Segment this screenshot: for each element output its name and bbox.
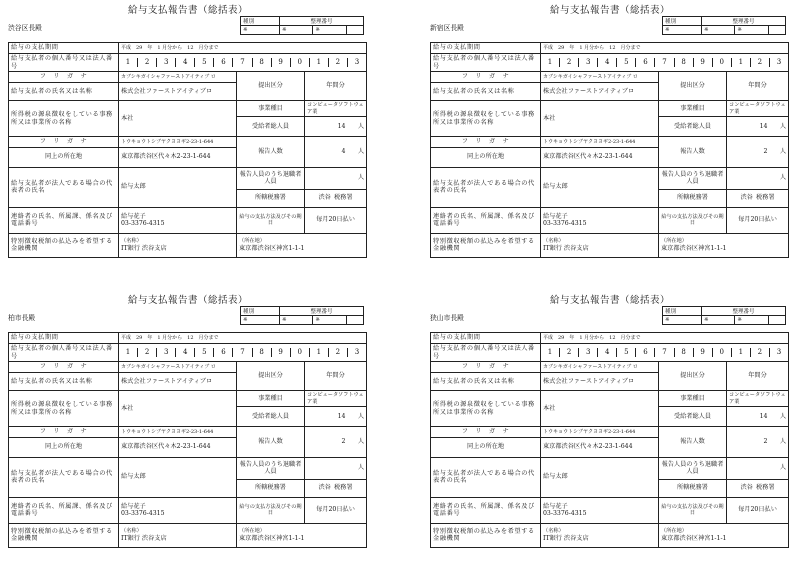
location-label: 同上の所在地: [431, 147, 541, 167]
corp-number-digit: 3: [776, 58, 782, 67]
retired-label: 報告人員のうち退職者人員: [237, 167, 305, 189]
corp-number-digit: 2: [751, 348, 770, 357]
representative-label: 給与支払者が法人である場合の代表者の氏名: [431, 457, 541, 497]
bank-address: 東京都渋谷区神宮1-1-1: [239, 534, 305, 542]
submit-type-label: 提出区分: [659, 362, 727, 391]
bank-address-label: （所在地）: [239, 238, 265, 245]
bank-name-label: （名称）: [543, 528, 564, 535]
report-table: [8, 42, 367, 258]
pay-method-label: 給与の支払方法及びその期日: [237, 497, 305, 523]
corp-number-digit: 0: [713, 58, 732, 67]
corp-number-digit: 3: [579, 348, 598, 357]
report-form: [430, 0, 790, 265]
location-label: 同上の所在地: [9, 147, 119, 167]
pay-method-label: 給与の支払方法及びその期日: [659, 497, 727, 523]
corp-number-digit: 4: [176, 348, 195, 357]
corp-number-digit: 9: [694, 58, 713, 67]
furigana-label: フ リ ガ ナ: [431, 137, 541, 148]
tax-office-label: 所轄税務署: [659, 479, 727, 497]
unit-person: 人: [357, 412, 365, 420]
addressee: 渋谷区長殿: [8, 24, 42, 32]
bank-name: IT銀行 渋谷支店: [121, 534, 167, 542]
corp-number-digit: 5: [195, 58, 214, 67]
contact-name: 給与花子: [543, 212, 568, 220]
unit-person: 人: [357, 122, 365, 130]
code-mark: ※: [241, 316, 280, 325]
corp-number-digit: 3: [776, 348, 782, 357]
furigana-address: トウキョウトシブヤクヨヨギ2-23-1-644: [119, 427, 237, 438]
unit-person: 人: [357, 464, 365, 472]
submit-type-label: 提出区分: [237, 362, 305, 391]
reported-label: 報告人数: [237, 137, 305, 168]
corp-number-digit: 3: [354, 348, 360, 357]
furigana-name: カブシキガイシャファーストアイティブ ロ: [119, 72, 237, 83]
contact-name: 給与花子: [121, 212, 146, 220]
unit-person: 人: [779, 122, 787, 130]
contact-label: 連絡者の氏名、所属課、係名及び電話番号: [9, 497, 119, 523]
corp-number-digit: 1: [119, 58, 138, 67]
unit-person: 人: [779, 148, 787, 155]
furigana-label: フ リ ガ ナ: [431, 362, 541, 373]
furigana-label: フ リ ガ ナ: [9, 362, 119, 373]
payer-name-label: 給与支払者の氏名又は名称: [9, 83, 119, 101]
contact-name: 給与花子: [121, 502, 146, 510]
corp-number-label: 給与支払者の個人番号又は法人番号: [9, 343, 119, 362]
code-type-header: 種別: [241, 17, 280, 26]
unit-person: 人: [357, 148, 365, 155]
business-type: コンピュータソフトウェア業: [727, 101, 789, 117]
tax-office-label: 所轄税務署: [237, 479, 305, 497]
corp-number-digit: 6: [214, 348, 233, 357]
corp-number-digits: [119, 348, 366, 357]
corp-number-label: 給与支払者の個人番号又は法人番号: [431, 53, 541, 72]
addressee: 狭山市長殿: [430, 314, 464, 322]
corp-number-digits: [119, 58, 366, 67]
code-mark: ※: [313, 26, 346, 35]
corp-number-digit: 0: [713, 348, 732, 357]
corp-number-digit: 8: [253, 348, 272, 357]
company-name: 株式会社ファーストアイティブロ: [541, 373, 659, 391]
corp-number-digit: 4: [598, 58, 617, 67]
reported-label: 報告人数: [659, 137, 727, 168]
furigana-label: フ リ ガ ナ: [431, 427, 541, 438]
contact-label: 連絡者の氏名、所属課、係名及び電話番号: [431, 497, 541, 523]
reported-count: 2: [763, 438, 768, 445]
recipients-count: 14: [337, 122, 346, 130]
bank-address-label: （所在地）: [661, 528, 687, 535]
office-label: 所得税の源泉徴収をしている事務所又は事業所の名称: [431, 101, 541, 137]
bank-name: IT銀行 渋谷支店: [121, 244, 167, 252]
tax-office-name: 渋谷: [318, 194, 331, 202]
recipients-count: 14: [759, 122, 768, 130]
special-collection-label: 特別徴収税額の払込みを希望する金融機関: [431, 233, 541, 257]
corp-number-digit: 4: [176, 58, 195, 67]
contact-label: 連絡者の氏名、所属課、係名及び電話番号: [431, 207, 541, 233]
corp-number-digit: 3: [579, 58, 598, 67]
form-title: 給与支払報告書（総括表）: [127, 295, 248, 306]
code-number-header: 整理番号: [702, 307, 786, 316]
bank-name-label: （名称）: [121, 528, 142, 535]
code-type-header: 種別: [663, 17, 702, 26]
office-label: 所得税の源泉徴収をしている事務所又は事業所の名称: [431, 391, 541, 427]
corp-number-label: 給与支払者の個人番号又は法人番号: [431, 343, 541, 362]
bank-address-label: （所在地）: [661, 238, 687, 245]
code-mark: ※: [280, 26, 313, 35]
company-name: 株式会社ファーストアイティブロ: [119, 83, 237, 101]
furigana-label: フ リ ガ ナ: [9, 427, 119, 438]
office-label: 所得税の源泉徴収をしている事務所又は事業所の名称: [9, 101, 119, 137]
business-label: 事業種目: [659, 391, 727, 407]
corp-number-digit: 4: [598, 348, 617, 357]
pay-day: 毎月20日払い: [305, 207, 367, 233]
corp-number-digit: 6: [214, 58, 233, 67]
corp-number-digit: 1: [310, 348, 329, 357]
tax-office-name: 渋谷: [318, 484, 331, 492]
corp-number-digit: 5: [195, 348, 214, 357]
business-type: コンピュータソフトウェア業: [305, 101, 367, 117]
code-mark: ※: [702, 316, 735, 325]
annual-label: 年間分: [727, 362, 789, 391]
corp-number-digit: 3: [354, 58, 360, 67]
corp-number-digit: 1: [732, 58, 751, 67]
code-type-header: 種別: [241, 307, 280, 316]
corp-number-digit: 2: [751, 58, 770, 67]
corp-number-digit: 8: [675, 58, 694, 67]
bank-address: 東京都渋谷区神宮1-1-1: [239, 244, 305, 252]
bank-name-label: （名称）: [121, 238, 142, 245]
code-box: [240, 16, 364, 35]
code-mark: ※: [663, 26, 702, 35]
corp-number-digit: 2: [560, 348, 579, 357]
corp-number-digit: 5: [617, 58, 636, 67]
submit-type-label: 提出区分: [237, 72, 305, 101]
unit-person: 人: [357, 174, 365, 182]
representative-label: 給与支払者が法人である場合の代表者の氏名: [431, 167, 541, 207]
furigana-name: カブシキガイシャファーストアイティブ ロ: [541, 362, 659, 373]
recipients-count: 14: [337, 412, 346, 420]
unit-person: 人: [779, 174, 787, 182]
form-title: 給与支払報告書（総括表）: [549, 5, 670, 16]
period-label: 給与の支払期間: [9, 43, 119, 54]
period-value: 平成 29 年 1 月分から 12 月分まで: [119, 333, 367, 344]
pay-day: 毎月20日払い: [727, 497, 789, 523]
period-label: 給与の支払期間: [431, 333, 541, 344]
contact-phone: 03-3376-4315: [543, 220, 587, 228]
corp-number-digit: 1: [541, 58, 560, 67]
form-title: 給与支払報告書（総括表）: [549, 295, 670, 306]
contact-phone: 03-3376-4315: [543, 510, 587, 518]
unit-person: 人: [779, 464, 787, 472]
recipients-count: 14: [759, 412, 768, 420]
report-table: [8, 332, 367, 548]
corp-number-digit: 2: [138, 58, 157, 67]
unit-person: 人: [357, 438, 365, 445]
report-form: [430, 290, 790, 555]
period-value: 平成 29 年 1 月分から 12 月分まで: [541, 43, 789, 54]
business-type: コンピュータソフトウェア業: [727, 391, 789, 407]
representative-name: 給与太郎: [541, 167, 659, 207]
corp-number-digit: 8: [253, 58, 272, 67]
payer-name-label: 給与支払者の氏名又は名称: [431, 373, 541, 391]
bank-address-label: （所在地）: [239, 528, 265, 535]
furigana-address: トウキョウトシブヤクヨヨギ2-23-1-644: [541, 137, 659, 148]
contact-phone: 03-3376-4315: [121, 510, 165, 518]
tax-office-label: 所轄税務署: [237, 189, 305, 207]
company-name: 株式会社ファーストアイティブロ: [541, 83, 659, 101]
code-mark: ※: [735, 26, 768, 35]
special-collection-label: 特別徴収税額の払込みを希望する金融機関: [431, 523, 541, 547]
office-name: 本社: [541, 391, 659, 427]
addressee: 柏市長殿: [8, 314, 36, 322]
recipients-label: 受給者総人員: [237, 407, 305, 427]
corp-number-digit: 1: [732, 348, 751, 357]
period-label: 給与の支払期間: [431, 43, 541, 54]
addressee: 新宿区長殿: [430, 24, 464, 32]
code-box: [662, 16, 786, 35]
contact-name: 給与花子: [543, 502, 568, 510]
payer-name-label: 給与支払者の氏名又は名称: [9, 373, 119, 391]
contact-phone: 03-3376-4315: [121, 220, 165, 228]
retired-label: 報告人員のうち退職者人員: [659, 167, 727, 189]
reported-label: 報告人数: [237, 427, 305, 458]
address: 東京都渋谷区代々木2-23-1-644: [541, 437, 659, 457]
annual-label: 年間分: [305, 72, 367, 101]
bank-name: IT銀行 渋谷支店: [543, 534, 589, 542]
corp-number-digit: 2: [329, 348, 348, 357]
corp-number-digit: 7: [655, 58, 674, 67]
corp-number-digit: 0: [291, 58, 310, 67]
report-form: [8, 0, 368, 265]
corp-number-digit: 6: [636, 348, 655, 357]
representative-name: 給与太郎: [119, 167, 237, 207]
address: 東京都渋谷区代々木2-23-1-644: [119, 147, 237, 167]
corp-number-digit: 2: [329, 58, 348, 67]
tax-office-suffix: 税務署: [333, 194, 353, 202]
tax-office-suffix: 税務署: [333, 484, 353, 492]
code-mark: ※: [663, 316, 702, 325]
furigana-label: フ リ ガ ナ: [431, 72, 541, 83]
unit-person: 人: [779, 438, 787, 445]
furigana-name: カブシキガイシャファーストアイティブ ロ: [119, 362, 237, 373]
code-box: [240, 306, 364, 325]
recipients-label: 受給者総人員: [237, 117, 305, 137]
corp-number-label: 給与支払者の個人番号又は法人番号: [9, 53, 119, 72]
reported-label: 報告人数: [659, 427, 727, 458]
retired-label: 報告人員のうち退職者人員: [237, 457, 305, 479]
report-table: [430, 42, 789, 258]
corp-number-digits: [541, 348, 788, 357]
corp-number-digits: [541, 58, 788, 67]
code-box: [662, 306, 786, 325]
location-label: 同上の所在地: [431, 437, 541, 457]
corp-number-digit: 5: [617, 348, 636, 357]
company-name: 株式会社ファーストアイティブロ: [119, 373, 237, 391]
corp-number-digit: 1: [541, 348, 560, 357]
report-table: [430, 332, 789, 548]
code-number-header: 整理番号: [280, 307, 364, 316]
corp-number-digit: 1: [119, 348, 138, 357]
pay-method-label: 給与の支払方法及びその期日: [659, 207, 727, 233]
tax-office-name: 渋谷: [740, 194, 753, 202]
period-value: 平成 29 年 1 月分から 12 月分まで: [541, 333, 789, 344]
tax-office-suffix: 税務署: [755, 194, 775, 202]
recipients-label: 受給者総人員: [659, 407, 727, 427]
special-collection-label: 特別徴収税額の払込みを希望する金融機関: [9, 233, 119, 257]
corp-number-digit: 9: [272, 58, 291, 67]
business-label: 事業種目: [659, 101, 727, 117]
code-type-header: 種別: [663, 307, 702, 316]
code-mark: ※: [280, 316, 313, 325]
pay-day: 毎月20日払い: [305, 497, 367, 523]
corp-number-digit: 2: [138, 348, 157, 357]
corp-number-digit: 9: [694, 348, 713, 357]
location-label: 同上の所在地: [9, 437, 119, 457]
bank-address: 東京都渋谷区神宮1-1-1: [661, 534, 727, 542]
corp-number-digit: 7: [233, 348, 252, 357]
business-label: 事業種目: [237, 101, 305, 117]
payer-name-label: 給与支払者の氏名又は名称: [431, 83, 541, 101]
code-number-header: 整理番号: [702, 17, 786, 26]
pay-method-label: 給与の支払方法及びその期日: [237, 207, 305, 233]
tax-office-label: 所轄税務署: [659, 189, 727, 207]
address: 東京都渋谷区代々木2-23-1-644: [119, 437, 237, 457]
retired-label: 報告人員のうち退職者人員: [659, 457, 727, 479]
corp-number-digit: 6: [636, 58, 655, 67]
business-type: コンピュータソフトウェア業: [305, 391, 367, 407]
contact-label: 連絡者の氏名、所属課、係名及び電話番号: [9, 207, 119, 233]
period-value: 平成 29 年 1 月分から 12 月分まで: [119, 43, 367, 54]
office-label: 所得税の源泉徴収をしている事務所又は事業所の名称: [9, 391, 119, 427]
address: 東京都渋谷区代々木2-23-1-644: [541, 147, 659, 167]
code-number-header: 整理番号: [280, 17, 364, 26]
office-name: 本社: [119, 101, 237, 137]
bank-address: 東京都渋谷区神宮1-1-1: [661, 244, 727, 252]
annual-label: 年間分: [727, 72, 789, 101]
corp-number-digit: 1: [310, 58, 329, 67]
corp-number-digit: 3: [157, 348, 176, 357]
reported-count: 2: [763, 148, 768, 155]
code-mark: ※: [702, 26, 735, 35]
business-label: 事業種目: [237, 391, 305, 407]
pay-day: 毎月20日払い: [727, 207, 789, 233]
form-title: 給与支払報告書（総括表）: [127, 5, 248, 16]
representative-name: 給与太郎: [119, 457, 237, 497]
code-mark: ※: [241, 26, 280, 35]
annual-label: 年間分: [305, 362, 367, 391]
furigana-address: トウキョウトシブヤクヨヨギ2-23-1-644: [541, 427, 659, 438]
bank-name: IT銀行 渋谷支店: [543, 244, 589, 252]
corp-number-digit: 7: [233, 58, 252, 67]
corp-number-digit: 7: [655, 348, 674, 357]
unit-person: 人: [779, 412, 787, 420]
representative-label: 給与支払者が法人である場合の代表者の氏名: [9, 457, 119, 497]
code-mark: ※: [735, 316, 768, 325]
corp-number-digit: 9: [272, 348, 291, 357]
reported-count: 4: [341, 148, 346, 155]
submit-type-label: 提出区分: [659, 72, 727, 101]
corp-number-digit: 8: [675, 348, 694, 357]
representative-name: 給与太郎: [541, 457, 659, 497]
office-name: 本社: [541, 101, 659, 137]
furigana-name: カブシキガイシャファーストアイティブ ロ: [541, 72, 659, 83]
corp-number-digit: 0: [291, 348, 310, 357]
furigana-label: フ リ ガ ナ: [9, 72, 119, 83]
period-label: 給与の支払期間: [9, 333, 119, 344]
reported-count: 2: [341, 438, 346, 445]
report-form: [8, 290, 368, 555]
recipients-label: 受給者総人員: [659, 117, 727, 137]
furigana-address: トウキョウトシブヤクヨヨギ2-23-1-644: [119, 137, 237, 148]
office-name: 本社: [119, 391, 237, 427]
bank-name-label: （名称）: [543, 238, 564, 245]
furigana-label: フ リ ガ ナ: [9, 137, 119, 148]
special-collection-label: 特別徴収税額の払込みを希望する金融機関: [9, 523, 119, 547]
code-mark: ※: [313, 316, 346, 325]
tax-office-suffix: 税務署: [755, 484, 775, 492]
representative-label: 給与支払者が法人である場合の代表者の氏名: [9, 167, 119, 207]
tax-office-name: 渋谷: [740, 484, 753, 492]
corp-number-digit: 2: [560, 58, 579, 67]
corp-number-digit: 3: [157, 58, 176, 67]
